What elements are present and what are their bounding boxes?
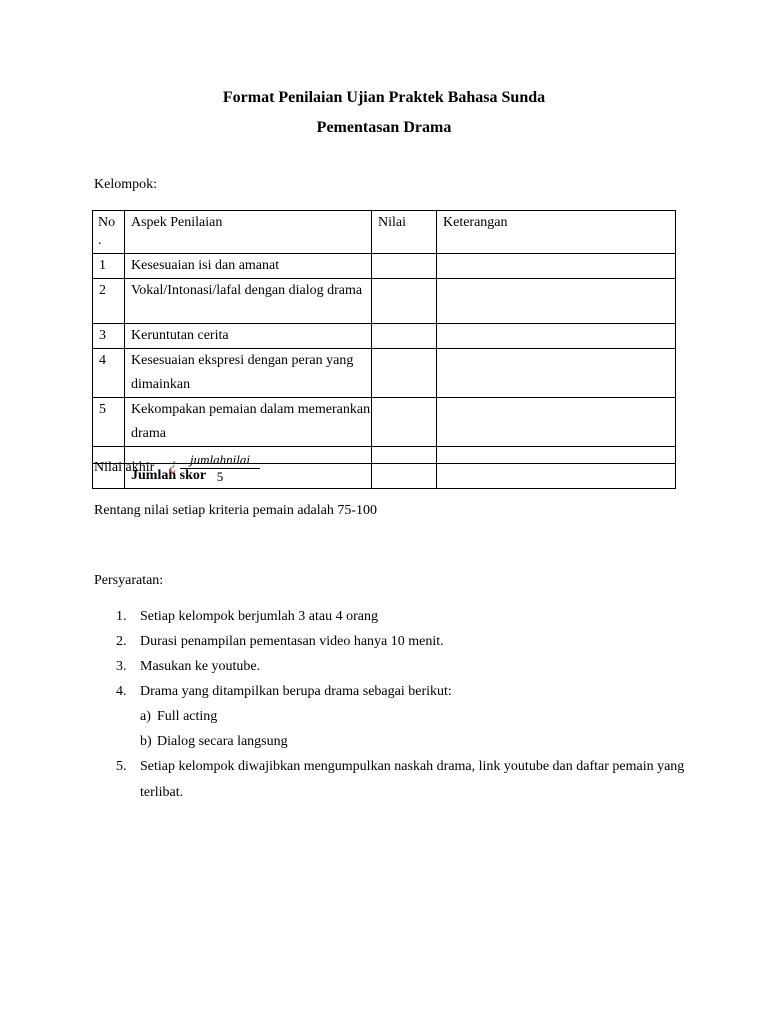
row-number: 1	[93, 254, 125, 279]
document-subtitle: Pementasan Drama	[316, 119, 452, 136]
table-row	[93, 324, 676, 349]
total-label: Jumlah skor	[125, 464, 372, 489]
table-row	[93, 349, 676, 398]
row-nilai-cell	[372, 324, 437, 349]
requirements-list	[94, 604, 694, 806]
header-keterangan: Keterangan	[437, 211, 676, 254]
row-number: 4	[93, 349, 125, 398]
row-nilai-cell	[372, 398, 437, 447]
row-number: 2	[93, 279, 125, 324]
group-label: Kelompok:	[94, 177, 157, 192]
row-aspek: Vokal/Intonasi/lafal dengan dialog drama	[125, 279, 372, 324]
sub-list-item: b) Dialog secara langsung	[140, 734, 288, 749]
row-aspek: Kesesuaian isi dan amanat	[125, 254, 372, 279]
formula-symbol: ¿	[169, 456, 177, 473]
header-aspek: Aspek Penilaian	[125, 211, 372, 254]
assessment-table	[92, 210, 676, 489]
row-aspek: Kekompakan pemaian dalam memerankan drama	[125, 398, 372, 447]
range-text: Rentang nilai setiap kriteria pemain adalah 75-100	[94, 503, 378, 518]
row-aspek: Keruntutan cerita	[125, 324, 372, 349]
row-keterangan-cell	[437, 254, 676, 279]
total-nilai-cell	[372, 464, 437, 489]
sub-list-item: a) Full acting	[140, 709, 218, 724]
formula-label: Nilai akhir	[94, 460, 155, 475]
row-keterangan-cell	[437, 324, 676, 349]
row-keterangan-cell	[437, 349, 676, 398]
row-keterangan-cell	[437, 279, 676, 324]
table-row	[93, 254, 676, 279]
list-item: 4. Drama yang ditampilkan berupa drama sebagai berikut:	[116, 684, 452, 699]
header-nilai: Nilai	[372, 211, 437, 254]
requirements-label: Persyaratan:	[94, 573, 164, 588]
row-nilai-cell	[372, 254, 437, 279]
table-header-row	[93, 211, 676, 254]
table-row	[93, 398, 676, 447]
list-item: 2. Durasi penampilan pementasan video hanya 10 menit.	[116, 634, 444, 649]
table-row	[93, 279, 676, 324]
row-number: 3	[93, 324, 125, 349]
row-keterangan-cell	[437, 398, 676, 447]
list-item: 1. Setiap kelompok berjumlah 3 atau 4 orang	[116, 609, 378, 624]
row-number: 5	[93, 398, 125, 447]
row-aspek: Kesesuaian ekspresi dengan peran yang dimainkan	[125, 349, 372, 398]
formula-denominator: 5	[216, 469, 224, 484]
row-nilai-cell	[372, 279, 437, 324]
document-title: Format Penilaian Ujian Praktek Bahasa Sunda	[222, 89, 546, 106]
list-item: 3. Masukan ke youtube.	[116, 659, 261, 674]
list-item: 5. Setiap kelompok diwajibkan mengumpulkan naskah drama, link youtube dan daftar pemain yang terlibat.	[116, 759, 685, 800]
formula-numerator: jumlahnilai	[180, 452, 260, 469]
formula-fraction	[180, 452, 260, 485]
row-nilai-cell	[372, 349, 437, 398]
total-keterangan-cell	[437, 464, 676, 489]
header-no: No .	[93, 211, 125, 254]
